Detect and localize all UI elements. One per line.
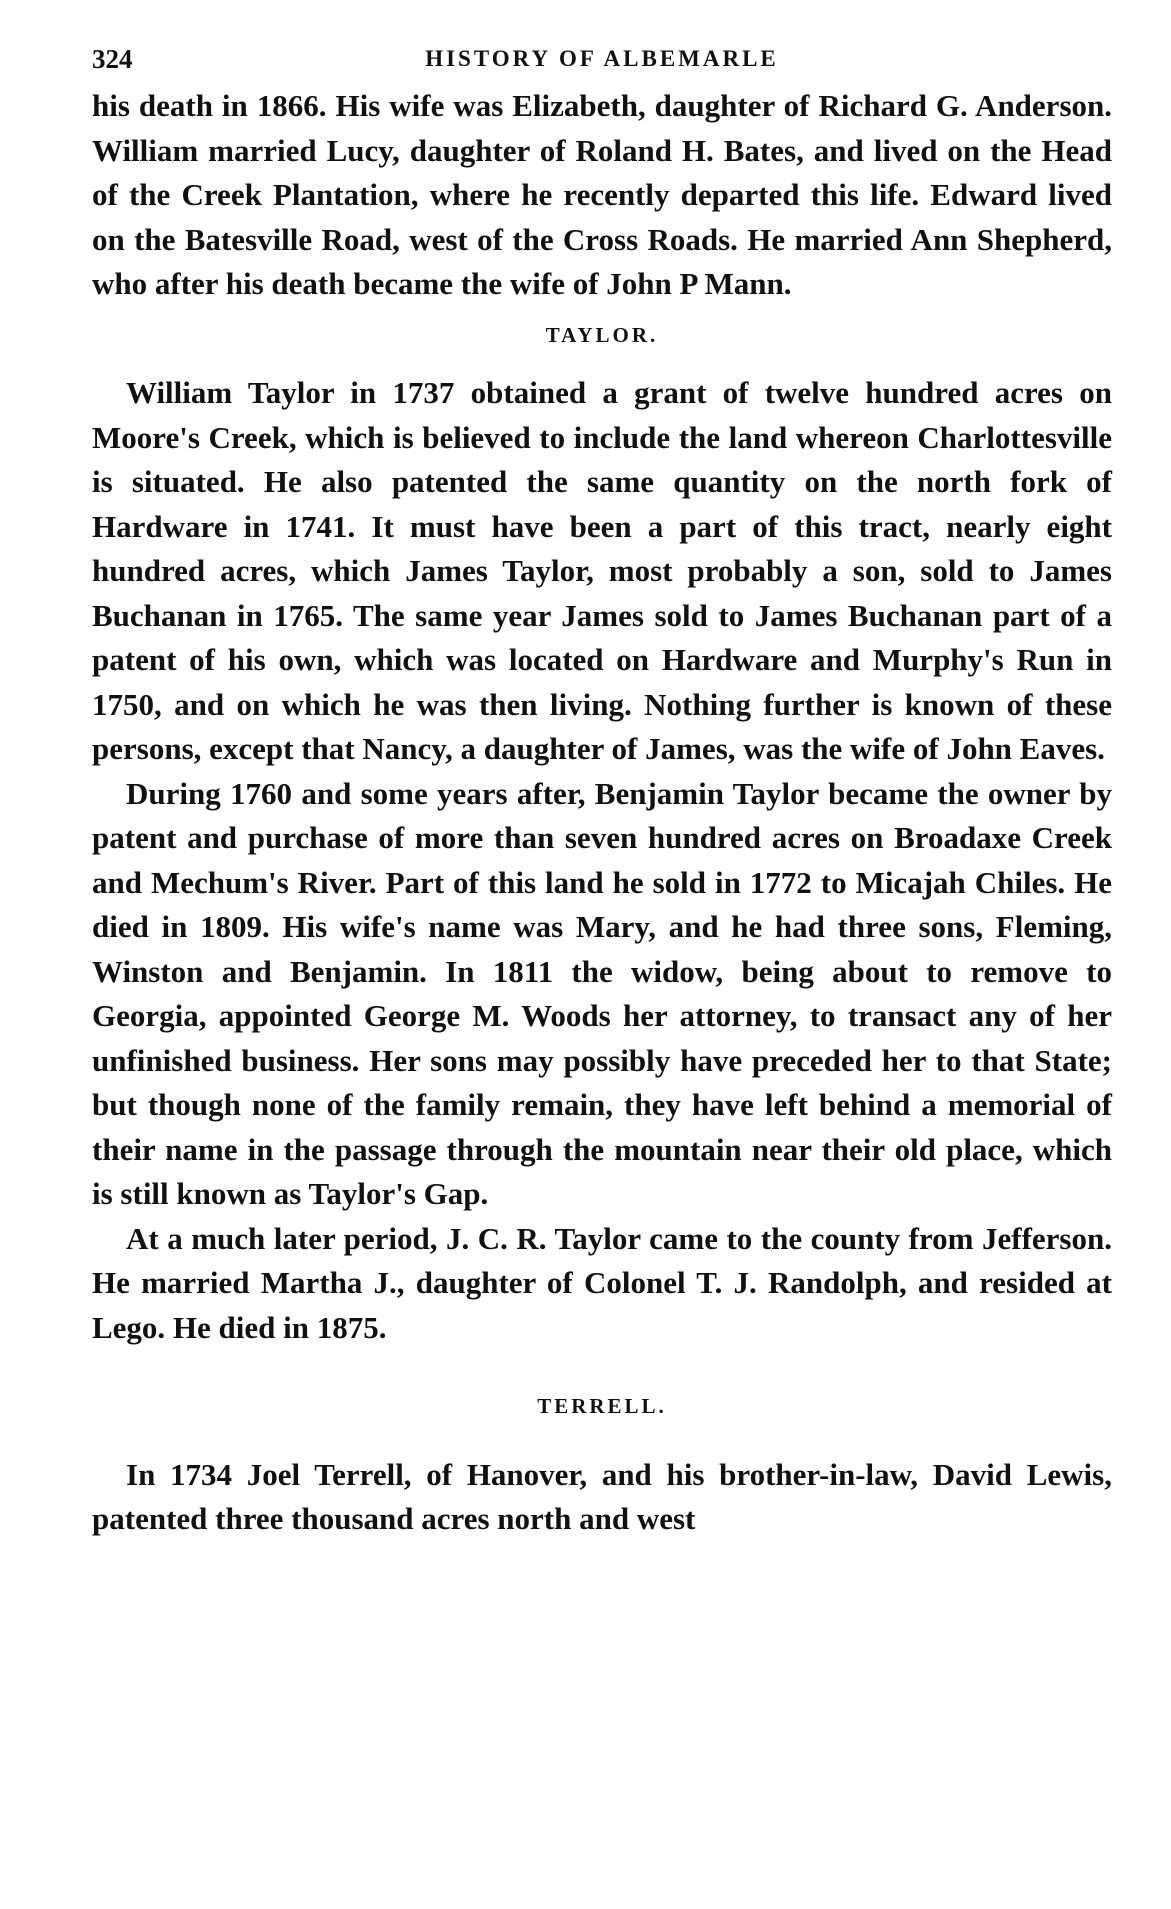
- paragraph-william-taylor: William Taylor in 1737 obtained a grant of twelve hundred acres on Moore's Creek, which is believed to include the land whereon Charlottesville is situated. He also patented the same quantity on the north fork of Hardware in 1741. It must have been a part of this tract, nearly eight hundred acres, which James Taylor, most probably a son, sold to James Buchanan in 1765. The same year James sold to James Buchanan part of a patent of his own, which was located on Hardware and Murphy's Run in 1750, and on which he was then living. Nothing further is known of these persons, except that Nancy, a daughter of James, was the wife of John Eaves.: [92, 375, 1112, 766]
- paragraph-jcr-taylor: At a much later period, J. C. R. Taylor came to the county from Jefferson. He married Martha J., daughter of Colonel T. J. Randolph, and resided at Lego. He died in 1875.: [92, 1220, 1112, 1345]
- paragraph-joel-terrell: In 1734 Joel Terrell, of Hanover, and his brother-in-law, David Lewis, patented three thousand acres north and west: [92, 1456, 1112, 1536]
- page-number: 324: [92, 44, 133, 74]
- running-header: [92, 44, 1112, 84]
- section-heading-terrell: TERRELL.: [537, 1394, 667, 1418]
- section-heading-taylor: TAYLOR.: [545, 322, 659, 347]
- page-body: [92, 84, 1112, 1542]
- running-title: HISTORY OF ALBEMARLE: [425, 46, 779, 71]
- paragraph-benjamin-taylor: During 1760 and some years after, Benjamin Taylor became the owner by patent and purchase of more than seven hundred acres on Broadaxe Creek and Mechum's River. Part of this land he sold in 1772 to Micajah Chiles. He died in 1809. His wife's name was Mary, and he had three sons, Fleming, Winston and Benjamin. In 1811 the widow, being about to remove to Georgia, appointed George M. Woods her attorney, to transact any of her unfinished business. Her sons may possibly have preceded her to that State; but though none of the family remain, they have left behind a memorial of their name in the passage through the mountain near their old place, which is still known as Taylor's Gap.: [92, 775, 1112, 1211]
- continued-paragraph: his death in 1866. His wife was Elizabeth, daughter of Richard G. Anderson. William married Lucy, daughter of Roland H. Bates, and lived on the Head of the Creek Plantation, where he recently departed this life. Edward lived on the Batesville Road, west of the Cross Roads. He married Ann Shepherd, who after his death became the wife of John P Mann.: [92, 88, 1112, 301]
- book-page: [92, 44, 1112, 1542]
